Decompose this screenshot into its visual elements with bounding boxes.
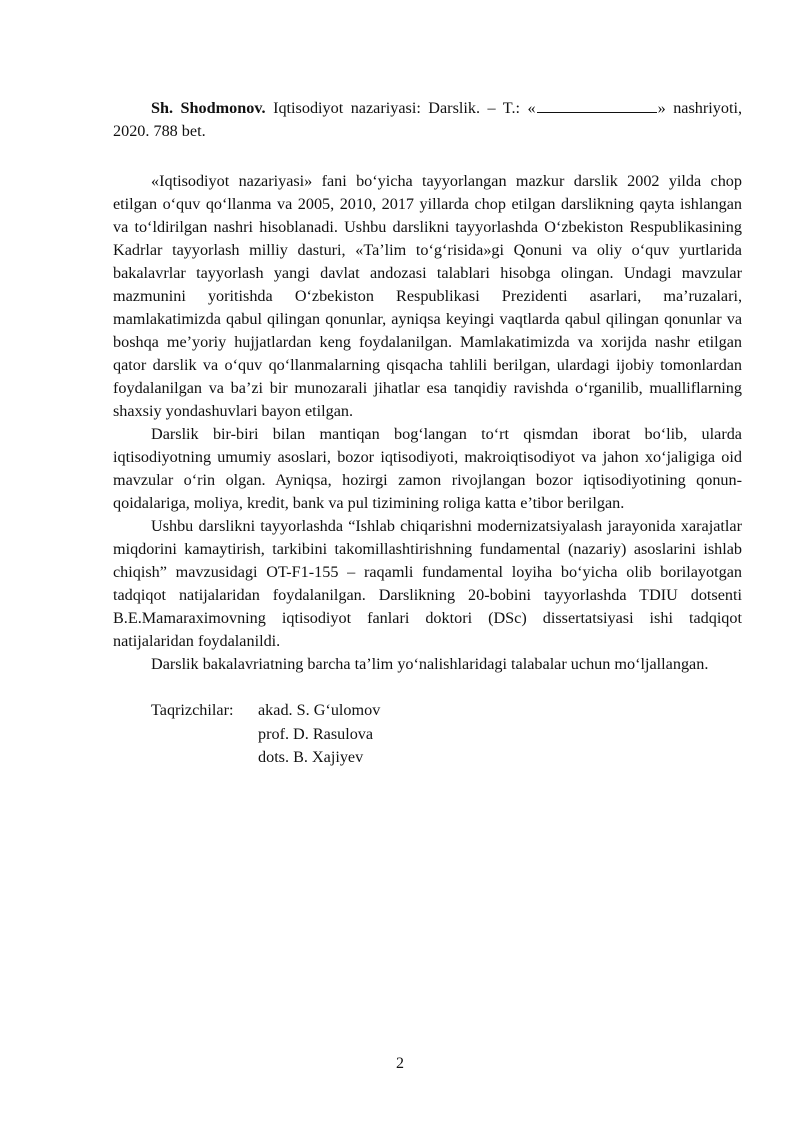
reviewer-name: prof. D. Rasulova (258, 724, 374, 743)
citation-text-after: » nashriyoti, 2020. 788 bet. (113, 99, 742, 140)
reviewer-name: akad. S. G‘ulomov (258, 701, 381, 719)
annotation-body (113, 170, 742, 676)
publisher-blank-line (537, 98, 657, 113)
citation (113, 97, 742, 143)
paragraph-1: «Iqtisodiyot nazariyasi» fani bo‘yicha tayyorlangan mazkur darslik 2002 yilda chop etilgan o‘quv qo‘llanma va 2005, 2010, 2017 yillarda chop etilgan darslikning qayta ishlangan va to‘ldirilgan nashri hisoblanadi. Ushbu darslikni tayyorlashda O‘zbekiston Respublikasining Kadrlar tayyorlash milliy dasturi, «Ta’lim to‘g‘risida»gi Qonuni va oliy o‘quv yurtlarida bakalavrlar tayyorlash yangi davlat andozasi talablari hisobga olingan. Undagi mavzular mazmunini yoritishda O‘zbekiston Respublikasi Prezidenti asarlari, ma’ruzalari, mamlakatimizda qabul qilingan qonunlar, ayniqsa keyingi vaqtlarda qabul qilingan qonunlar va boshqa me’yoriy hujjatlardan keng foydalanilgan. Mamlakatimizda va xorijda nashr etilgan qator darslik va o‘quv qo‘llanmalarning qisqacha tahlili berilgan, ulardagi ijobiy tomonlardan foydalanilgan va ba’zi bir munozarali jihatlar esa tanqidiy ravishda o‘rganilib, mualliflarning shaxsiy yondashuvlari bayon etilgan. (113, 172, 742, 420)
citation-author: Sh. Shodmonov. (151, 99, 266, 117)
reviewers-block (113, 699, 742, 770)
paragraph-2: Darslik bir-biri bilan mantiqan bog‘langan to‘rt qismdan iborat bo‘lib, ularda iqtisodiyotning umumiy asoslari, bozor iqtisodiyoti, makroiqtisodiyot va jahon xo‘jaligiga oid mavzular o‘rin olgan. Ayniqsa, hozirgi zamon rivojlangan bozor iqtisodiyotining qonun-qoidalariga, moliya, kredit, bank va pul tizimining roliga katta e’tibor berilgan. (113, 425, 742, 512)
paragraph-3: Ushbu darslikni tayyorlashda “Ishlab chiqarishni modernizatsiyalash jarayonida xarajatlar miqdorini kamaytirish, tarkibini takomillashtirishning fundamental (nazariy) asoslarini ishlab chiqish” mavzusidagi OT-F1-155 – raqamli fundamental loyiha bo‘yicha olib borilayotgan tadqiqot natijalaridan foydalanilgan. Darslikning 20-bobini tayyorlashda TDIU dotsenti B.E.Mamaraximovning iqtisodiyot fanlari doktori (DSc) dissertatsiyasi ishi tadqiqot natijalaridan foydalanildi. (113, 517, 742, 650)
reviewers-label: Taqrizchilar: (151, 701, 234, 719)
paragraph-4: Darslik bakalavriatning barcha ta’lim yo‘nalishlaridagi talabalar uchun mo‘ljallangan. (151, 655, 709, 673)
reviewer-name: dots. B. Xajiyev (258, 748, 364, 766)
citation-text-before: Iqtisodiyot nazariyasi: Darslik. – T.: « (265, 99, 536, 117)
page-content (113, 97, 742, 770)
page-number: 2 (396, 1055, 404, 1072)
